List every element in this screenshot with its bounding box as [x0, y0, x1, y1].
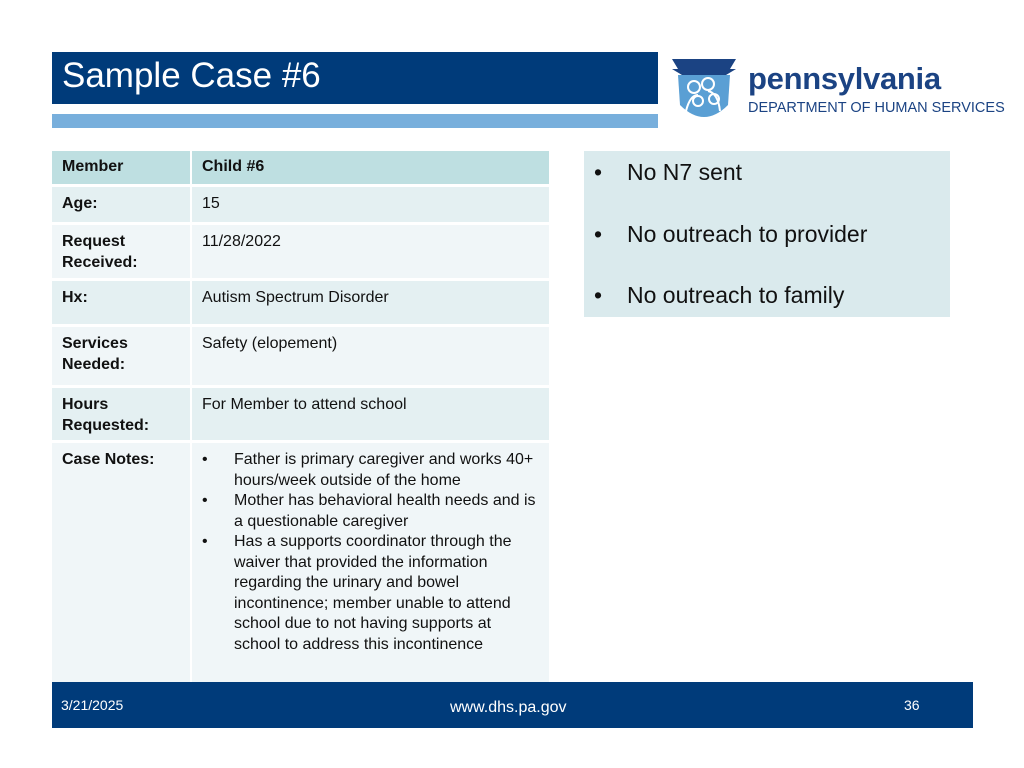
accent-bar: [52, 114, 658, 128]
footer-date: 3/21/2025: [61, 697, 124, 713]
logo-wordmark: pennsylvania: [748, 61, 941, 96]
case-notes-list: [202, 450, 539, 655]
page-number: 36: [904, 697, 920, 713]
case-table: [52, 151, 549, 689]
row-value: Safety (elopement): [191, 326, 549, 387]
bullet-icon: •: [594, 282, 603, 308]
table-row-hours-requested: [52, 387, 549, 442]
table-row-request-received: [52, 224, 549, 280]
row-value: Autism Spectrum Disorder: [191, 280, 549, 326]
row-key: Case Notes:: [52, 442, 191, 688]
table-row-hx: [52, 280, 549, 326]
row-value: 15: [191, 185, 549, 224]
title-bar: [52, 52, 658, 104]
header-key: Member: [52, 151, 191, 185]
bullet-icon: •: [594, 221, 603, 247]
row-value: [191, 442, 549, 688]
header-value: Child #6: [191, 151, 549, 185]
row-key: Age:: [52, 185, 191, 224]
row-key: Request Received:: [52, 224, 191, 280]
dhs-logo: [668, 55, 1008, 127]
table-row-age: [52, 185, 549, 224]
logo-department: DEPARTMENT OF HUMAN SERVICES: [748, 100, 1005, 116]
slide-title: Sample Case #6: [62, 56, 321, 95]
case-note-item: • Mother has behavioral health needs and is a questionable caregiver: [202, 491, 539, 532]
row-key: Services Needed:: [52, 326, 191, 387]
table-row-case-notes: [52, 442, 549, 688]
case-note-item: • Has a supports coordinator through the waiver that provided the information regarding the urinary and bowel incontinence; member unable to attend school due to not having supports at school to address this incontinence: [202, 532, 539, 655]
keystone-family-icon: [668, 55, 740, 127]
footer-bar: [52, 682, 973, 728]
row-key: Hours Requested:: [52, 387, 191, 442]
case-note-item: • Father is primary caregiver and works 40+ hours/week outside of the home: [202, 450, 539, 491]
row-value: 11/28/2022: [191, 224, 549, 280]
title-divider: [52, 104, 658, 114]
findings-callout: • No N7 sent • No outreach to provider • No outreach to family: [584, 151, 950, 317]
bullet-icon: •: [594, 159, 603, 185]
footer-url[interactable]: www.dhs.pa.gov: [450, 699, 567, 716]
table-row-services-needed: [52, 326, 549, 387]
table-header-row: [52, 151, 549, 185]
row-value: For Member to attend school: [191, 387, 549, 442]
row-key: Hx:: [52, 280, 191, 326]
